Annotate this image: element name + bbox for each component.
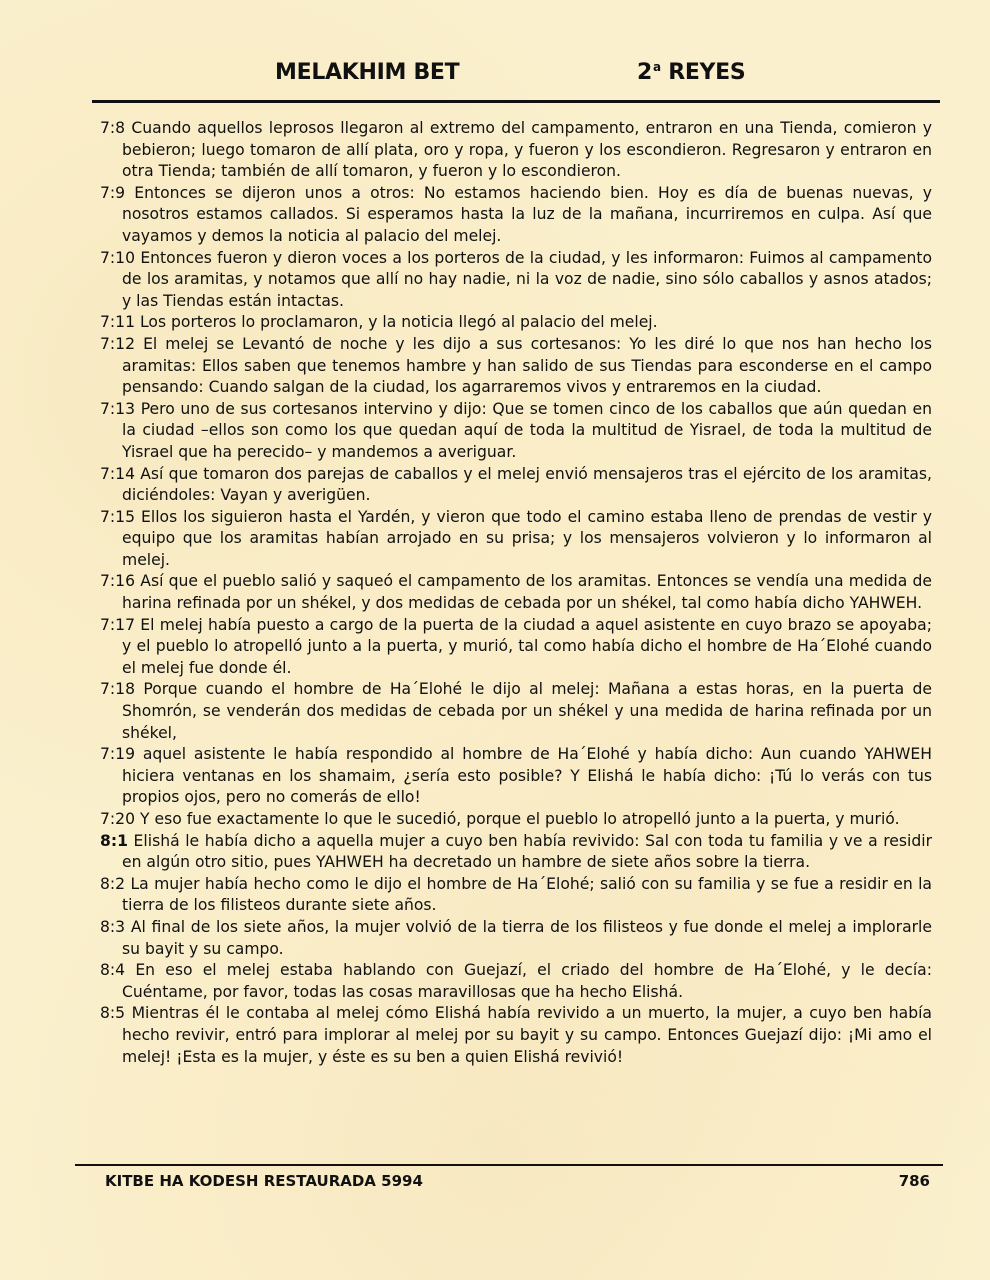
book-ordinal-suffix: a xyxy=(653,60,661,74)
verse-list xyxy=(100,118,932,1068)
verse xyxy=(100,312,932,334)
verse xyxy=(100,464,932,507)
footer-divider xyxy=(75,1164,943,1166)
verse-text: Los porteros lo proclamaron, y la noticia llegó al palacio del melej. xyxy=(140,313,658,332)
verse-reference: 7:9 xyxy=(100,183,126,202)
verse-text: Al final de los siete años, la mujer volvió de la tierra de los filisteos y fue donde el melej a implorarle su bayit y su campo. xyxy=(122,917,932,958)
verse xyxy=(100,960,932,1003)
verse xyxy=(100,399,932,464)
verse-reference: 7:14 xyxy=(100,464,136,483)
verse-reference: 7:20 xyxy=(100,810,136,828)
verse-text: Así que tomaron dos parejas de caballos y el melej envió mensajeros tras el ejército de los aramitas, diciéndoles: Vayan y averigüen. xyxy=(122,464,932,505)
verse xyxy=(100,679,932,744)
book-title-spanish xyxy=(637,60,745,85)
edition-label: KITBE HA KODESH RESTAURADA 5994 xyxy=(105,1172,423,1190)
book-name: REYES xyxy=(668,60,746,85)
verse-text: Porque cuando el hombre de Ha´Elohé le dijo al melej: Mañana a estas horas, en la puerta de Shomrón, se venderán dos medidas de cebada por un shékel y una medida de harina refinada por un shékel, xyxy=(122,680,932,742)
header-divider xyxy=(92,100,940,103)
page-number: 786 xyxy=(898,1172,930,1190)
verse-reference: 8:4 xyxy=(100,961,126,980)
verse-reference: 7:15 xyxy=(100,507,136,526)
verse xyxy=(100,507,932,572)
verse-text: La mujer había hecho como le dijo el hombre de Ha´Elohé; salió con su familia y se fue a residir en la tierra de los filisteos durante siete años. xyxy=(122,874,932,915)
verse-text: El melej se Levantó de noche y les dijo a sus cortesanos: Yo les diré lo que nos han hecho los aramitas: Ellos saben que tenemos hambre y han salido de sus Tiendas para esconderse en el campo pensando: Cuando salgan de la ciudad, los agarraremos vivos y entraremos en la ciudad. xyxy=(122,334,932,397)
verse xyxy=(100,831,932,874)
verse-reference: 8:1 xyxy=(100,831,128,850)
verse-reference: 7:8 xyxy=(100,119,126,137)
verse-text: El melej había puesto a cargo de la puerta de la ciudad a aquel asistente en cuyo brazo se apoyaba; y el pueblo lo atropelló junto a la puerta, y murió, tal como había dicho el hombre de Ha´Elohé cuando el melej fue donde él. xyxy=(122,615,932,677)
verse-text: Y eso fue exactamente lo que le sucedió, porque el pueblo lo atropelló junto a la puerta, y murió. xyxy=(140,810,900,828)
verse xyxy=(100,744,932,809)
verse xyxy=(100,248,932,313)
verse-text: Cuando aquellos leprosos llegaron al extremo del campamento, entraron en una Tienda, comieron y bebieron; luego tomaron de allí plata, oro y ropa, y fueron y los escondieron. Regresaron y entraron en otra Tienda; también de allí tomaron, y fueron y lo escondieron. xyxy=(122,119,932,181)
verse xyxy=(100,334,932,399)
verse-reference: 7:13 xyxy=(100,399,136,418)
verse-text: Entonces se dijeron unos a otros: No estamos haciendo bien. Hoy es día de buenas nuevas, y nosotros estamos callados. Si esperamos hasta la luz de la mañana, incurriremos en culpa. Así que vayamos y demos la noticia al palacio del melej. xyxy=(122,183,932,245)
verse xyxy=(100,809,932,831)
verse-text: Ellos los siguieron hasta el Yardén, y vieron que todo el camino estaba lleno de prendas de vestir y equipo que los aramitas habían arrojado en su prisa; y los mensajeros volvieron y lo informaron al melej. xyxy=(122,507,932,569)
verse xyxy=(100,1003,932,1068)
verse-reference: 7:17 xyxy=(100,615,136,634)
verse-text: En eso el melej estaba hablando con Guejazí, el criado del hombre de Ha´Elohé, y le decía: Cuéntame, por favor, todas las cosas maravillosas que ha hecho Elishá. xyxy=(122,961,932,1001)
verse-reference: 7:10 xyxy=(100,248,136,267)
verse-text: aquel asistente le había respondido al hombre de Ha´Elohé y había dicho: Aun cuando YAHWEH hiciera ventanas en los shamaim, ¿sería esto posible? Y Elishá le había dicho: ¡Tú lo verás con tus propios ojos, pero no comerás de ello! xyxy=(122,745,932,807)
verse-reference: 7:18 xyxy=(100,680,136,699)
verse xyxy=(100,874,932,917)
verse-reference: 8:5 xyxy=(100,1004,126,1023)
book-number: 2 xyxy=(637,60,653,85)
verse-reference: 7:12 xyxy=(100,334,136,353)
verse-text: Así que el pueblo salió y saqueó el campamento de los aramitas. Entonces se vendía una medida de harina refinada por un shékel, y dos medidas de cebada por un shékel, tal como había dicho YAHWEH. xyxy=(122,572,932,613)
verse xyxy=(100,615,932,680)
verse-reference: 7:19 xyxy=(100,745,136,764)
verse-reference: 8:3 xyxy=(100,917,126,936)
verse-reference: 8:2 xyxy=(100,874,126,893)
verse-text: Pero uno de sus cortesanos intervino y dijo: Que se tomen cinco de los caballos que aún quedan en la ciudad –ellos son como los que quedan aquí de toda la multitud de Yisrael, de toda la multitud de Yisrael que ha perecido– y mandemos a averiguar. xyxy=(122,399,932,461)
verse-reference: 7:16 xyxy=(100,572,136,591)
verse-reference: 7:11 xyxy=(100,313,136,332)
verse xyxy=(100,183,932,248)
page-header xyxy=(0,58,990,92)
verse-text: Mientras él le contaba al melej cómo Elishá había revivido a un muerto, la mujer, a cuyo ben había hecho revivir, entró para implorar al melej por su bayit y su campo. Entonces Guejazí dijo: ¡Mi amo el melej! ¡Esta es la mujer, y éste es su ben a quien Elishá revivió! xyxy=(122,1004,932,1066)
page-footer xyxy=(0,1172,990,1196)
verse xyxy=(100,917,932,960)
book-title-hebrew: MELAKHIM BET xyxy=(275,60,460,85)
verse-text: Entonces fueron y dieron voces a los porteros de la ciudad, y les informaron: Fuimos al campamento de los aramitas, y notamos que allí no hay nadie, ni la voz de nadie, sino sólo caballos y asnos atados; y las Tiendas están intactas. xyxy=(122,248,932,310)
verse xyxy=(100,571,932,614)
verse-text: Elishá le había dicho a aquella mujer a cuyo ben había revivido: Sal con toda tu familia y ve a residir en algún otro sitio, pues YAHWEH ha decretado un hambre de siete años sobre la tierra. xyxy=(122,831,932,872)
verse xyxy=(100,118,932,183)
